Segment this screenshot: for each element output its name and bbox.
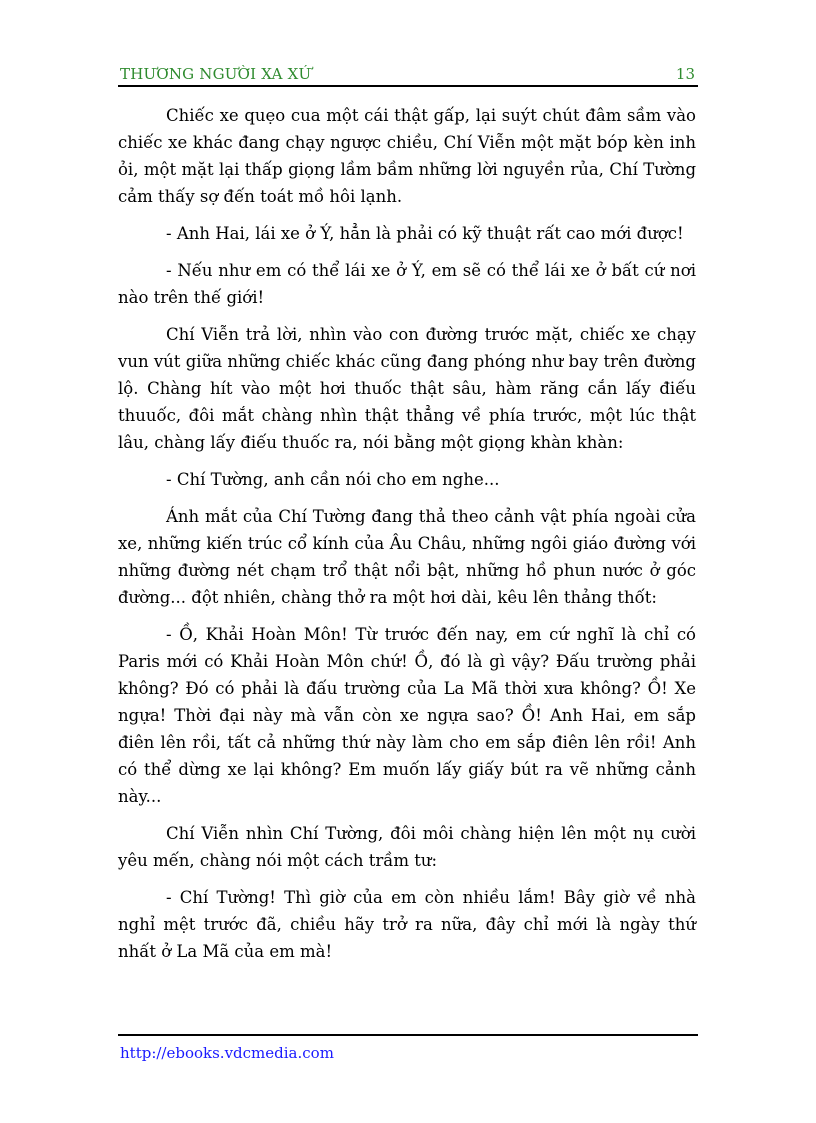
page-header [118, 63, 698, 87]
paragraph: Chiếc xe quẹo cua một cái thật gấp, lại suýt chút đâm sầm vào chiếc xe khác đang chạy ngược chiều, Chí Viễn một mặt bóp kèn inh ỏi, một mặt lại thấp giọng lầm bầm những lời nguyền rủa, Chí Tường cảm thấy sợ đến toát mồ hôi lạnh. [118, 106, 696, 206]
paragraph: Ánh mắt của Chí Tường đang thả theo cảnh vật phía ngoài cửa xe, những kiến trúc cổ kính của Âu Châu, những ngôi giáo đường với những đường nét chạm trổ thật nổi bật, những hồ phun nước ở góc đường... đột nhiên, chàng thở ra một hơi dài, kêu lên thảng thốt: [118, 507, 696, 607]
paragraph: - Ồ, Khải Hoàn Môn! Từ trước đến nay, em cứ nghĩ là chỉ có Paris mới có Khải Hoàn Môn chứ! Ồ, đó là gì vậy? Đấu trường phải không? Đó có phải là đấu trường của La Mã thời xưa không? Ồ! Xe ngựa! Thời đại này mà vẫn còn xe ngựa sao? Ồ! Anh Hai, em sắp điên lên rồi, tất cả những thứ này làm cho em sắp điên lên rồi! Anh có thể dừng xe lại không? Em muốn lấy giấy bút ra vẽ những cảnh này... [118, 625, 696, 806]
paragraph: - Nếu như em có thể lái xe ở Ý, em sẽ có thể lái xe ở bất cứ nơi nào trên thế giới! [118, 261, 696, 307]
paragraph: Chí Viễn nhìn Chí Tường, đôi môi chàng hiện lên một nụ cười yêu mến, chàng nói một cách trầm tư: [118, 824, 696, 870]
footer-link[interactable]: http://ebooks.vdcmedia.com [120, 1044, 334, 1062]
page-body [118, 102, 696, 975]
paragraph: Chí Viễn trả lời, nhìn vào con đường trước mặt, chiếc xe chạy vun vút giữa những chiếc khác cũng đang phóng như bay trên đường lộ. Chàng hít vào một hơi thuốc thật sâu, hàm răng cắn lấy điếu thuuốc, đôi mắt chàng nhìn thật thẳng về phía trước, một lúc thật lâu, chàng lấy điếu thuốc ra, nói bằng một giọng khàn khàn: [118, 325, 696, 452]
paragraph: - Chí Tường! Thì giờ của em còn nhiều lắm! Bây giờ về nhà nghỉ mệt trước đã, chiều hãy trở ra nữa, đây chỉ mới là ngày thứ nhất ở La Mã của em mà! [118, 888, 696, 961]
book-title: THƯƠNG NGƯỜI XA XỨ [120, 65, 312, 83]
paragraph: - Anh Hai, lái xe ở Ý, hẳn là phải có kỹ thuật rất cao mới được! [166, 224, 684, 243]
paragraph: - Chí Tường, anh cần nói cho em nghe... [166, 470, 500, 489]
page-footer [118, 1034, 698, 1062]
page-number: 13 [675, 65, 695, 83]
